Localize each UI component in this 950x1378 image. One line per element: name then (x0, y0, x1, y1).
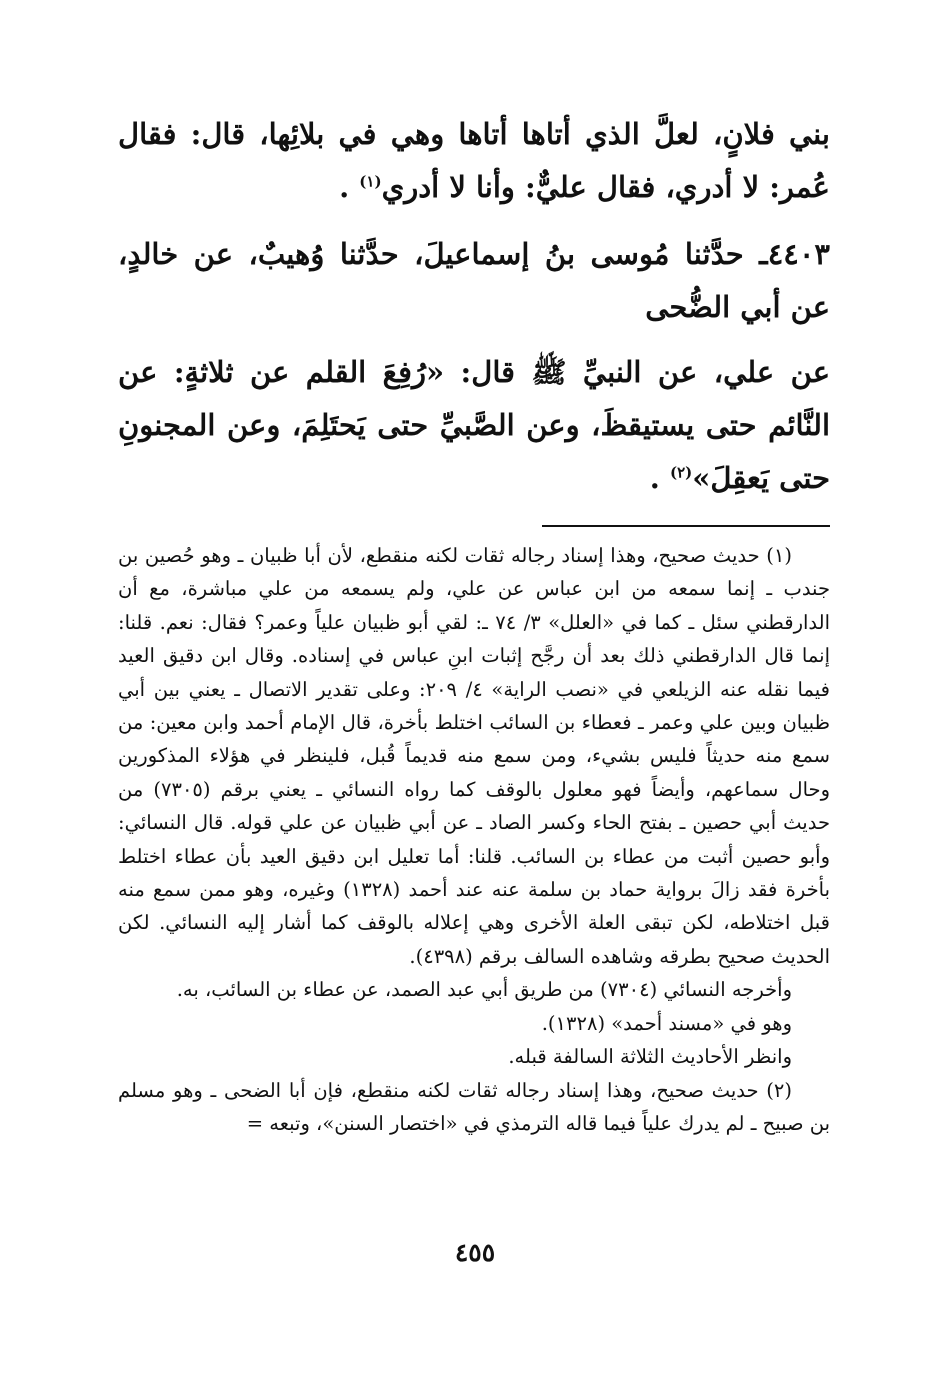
main-text (118, 108, 830, 505)
main-paragraph-2: ٤٤٠٣ـ حدَّثنا مُوسى بنُ إسماعيلَ، حدَّثنا وُهيبٌ، عن خالدٍ، عن أبي الضُّحى (118, 237, 830, 324)
footnote-1-extra-1: وأخرجه النسائي (٧٣٠٤) من طريق أبي عبد الصمد، عن عطاء بن السائب، به. (176, 978, 792, 1002)
footnote-divider (542, 525, 830, 527)
page-number: ٤٥٥ (454, 1238, 496, 1267)
footnote-divider-wrap (118, 505, 830, 527)
footnotes (118, 539, 830, 1140)
book-page (118, 108, 830, 1140)
footnote-ref-1: (١) (359, 172, 382, 191)
main-paragraph-1 (118, 108, 830, 214)
main-paragraph-3-end: . (649, 461, 660, 495)
footnote-1-extra-3: وانظر الأحاديث الثلاثة السالفة قبله. (508, 1045, 792, 1069)
main-paragraph-1-text: بني فلانٍ، لعلَّ الذي أتاها أتاها وهي في بلائِها، قال: فقال عُمر: لا أدري، فقال عليٌّ: وأنا لا أدري (118, 117, 830, 204)
main-paragraph-3 (118, 346, 830, 505)
footnote-ref-2: (٢) (669, 463, 693, 482)
footnote-1-extra-2: وهو في «مسند أحمد» (١٣٢٨). (541, 1011, 792, 1035)
footnote-1-body: (١) حديث صحيح، وهذا إسناد رجاله ثقات لكنه منقطع، لأن أبا ظبيان ـ وهو حُصين بن جندب ـ إنما سمعه من ابن عباس عن علي، ولم يسمعه من علي مباشرة، مع أن الدارقطني سئل ـ كما في «العلل» ٣/ ٧٤ ـ: لقي أبو ظبيان علياً وعمر؟ فقال: نعم. قلنا: إنما قال الدارقطني ذلك بعد أن رجَّح إثبات ابنِ عباس في إسناده. وقال ابن دقيق العيد فيما نقله عنه الزيلعي في «نصب الراية» ٤/ ٢٠٩: وعلى تقدير الاتصال ـ يعني بين أبي ظبيان وبين علي وعمر ـ فعطاء بن السائب اختلط بأخرة، قال الإمام أحمد وابن معين: من سمع منه حديثاً فليس بشيء، ومن سمع منه قديماً قُبل، فلينظر في هؤلاء المذكورين وحال سماعهم، وأيضاً فهو معلول بالوقف كما رواه النسائي ـ يعني برقم (٧٣٠٥) من حديث أبي حصين ـ بفتح الحاء وكسر الصاد ـ عن أبي ظبيان عن علي قوله. قال النسائي: وأبو حصين أثبت من عطاء بن السائب. قلنا: أما تعليل ابن دقيق العيد بأن عطاء اختلط بأخرة فقد زالَ برواية حماد بن سلمة عنه عند أحمد (١٣٢٨) وغيره، وهو ممن سمع منه قبل اختلاطه، لكن تبقى العلة الأخرى وهي إعلاله بالوقف كما أشار إليه النسائي. لكن الحديث صحيح بطرقه وشاهده السالف برقم (٤٣٩٨). (118, 544, 830, 968)
footnote-2-body: (٢) حديث صحيح، وهذا إسناد رجاله ثقات لكنه منقطع، فإن أبا الضحى ـ وهو مسلم بن صبيح ـ لم يدرك علياً فيما قاله الترمذي في «اختصار السنن»، وتبعه = (118, 1078, 830, 1135)
main-paragraph-3-text: عن علي، عن النبيِّ ﷺ قال: «رُفِعَ القلم عن ثلاثةٍ: عن النَّائم حتى يستيقظَ، وعن الصَّبيِّ حتى يَحتَلِمَ، وعن المجنونِ حتى يَعقِلَ» (118, 355, 830, 495)
main-paragraph-1-end: . (339, 170, 350, 204)
